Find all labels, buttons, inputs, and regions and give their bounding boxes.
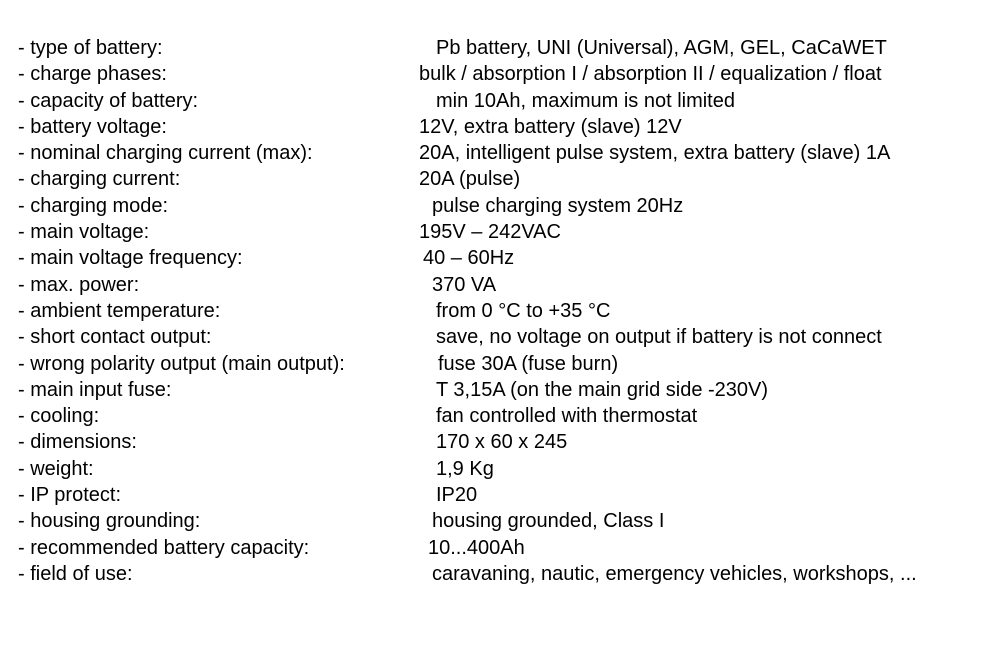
spec-label: - charging mode:	[18, 194, 169, 217]
spec-label: - type of battery:	[18, 37, 163, 59]
spec-value: pulse charging system 20Hz	[432, 194, 684, 217]
spec-list	[18, 35, 993, 587]
spec-label: - nominal charging current (max):	[18, 142, 313, 165]
spec-value: save, no voltage on output if battery is not connect	[436, 326, 882, 349]
spec-value: fan controlled with thermostat	[436, 405, 698, 428]
spec-value: min 10Ah, maximum is not limited	[436, 89, 735, 112]
spec-row-max-power	[18, 272, 993, 298]
spec-label: - weight:	[18, 457, 94, 480]
spec-label: - short contact output:	[18, 326, 212, 349]
spec-value: 370 VA	[432, 273, 497, 296]
spec-value: caravaning, nautic, emergency vehicles, workshops, ...	[432, 562, 917, 585]
spec-label: - capacity of battery:	[18, 89, 199, 112]
spec-row-main-voltage	[18, 219, 993, 245]
spec-label: - main voltage frequency:	[18, 247, 243, 270]
spec-value: fuse 30A (fuse burn)	[438, 352, 619, 375]
spec-label: - main voltage:	[18, 221, 150, 244]
spec-value: 20A (pulse)	[419, 168, 521, 191]
spec-row-dimensions	[18, 429, 993, 455]
spec-value: Pb battery, UNI (Universal), AGM, GEL, CaCaWET	[436, 37, 887, 59]
spec-label: - charge phases:	[18, 63, 167, 86]
spec-row-capacity	[18, 88, 993, 114]
spec-row-main-input-fuse	[18, 377, 993, 403]
spec-row-cooling	[18, 403, 993, 429]
spec-value: 195V – 242VAC	[419, 221, 561, 244]
spec-row-field-of-use	[18, 561, 993, 587]
spec-row-recommended-capacity	[18, 535, 993, 561]
spec-row-charge-phases	[18, 61, 993, 87]
spec-label: - battery voltage:	[18, 115, 167, 138]
spec-label: - housing grounding:	[18, 510, 201, 533]
spec-label: - ambient temperature:	[18, 299, 221, 322]
spec-label: - max. power:	[18, 273, 140, 296]
spec-row-charging-mode	[18, 193, 993, 219]
spec-value: 40 – 60Hz	[423, 247, 515, 270]
spec-label: - wrong polarity output (main output):	[18, 352, 345, 375]
spec-label: - main input fuse:	[18, 378, 172, 401]
spec-row-short-contact	[18, 324, 993, 350]
spec-row-ambient-temperature	[18, 298, 993, 324]
spec-value: 20A, intelligent pulse system, extra battery (slave) 1A	[419, 142, 891, 165]
spec-value: 10...400Ah	[428, 536, 525, 559]
spec-value: 170 x 60 x 245	[436, 431, 568, 454]
spec-value: housing grounded, Class I	[432, 510, 665, 533]
spec-value: bulk / absorption I / absorption II / equalization / float	[419, 63, 882, 86]
spec-row-housing-grounding	[18, 508, 993, 534]
spec-label: - cooling:	[18, 405, 100, 428]
spec-value: IP20	[436, 484, 478, 507]
spec-row-battery-type	[18, 35, 993, 61]
spec-label: - dimensions:	[18, 431, 137, 454]
spec-row-wrong-polarity	[18, 351, 993, 377]
spec-value: 12V, extra battery (slave) 12V	[419, 115, 682, 138]
spec-value: from 0 °C to +35 °C	[436, 299, 611, 322]
spec-label: - IP protect:	[18, 484, 122, 507]
spec-value: 1,9 Kg	[436, 457, 494, 480]
spec-label: - field of use:	[18, 562, 133, 585]
spec-value: T 3,15A (on the main grid side -230V)	[436, 378, 769, 401]
spec-label: - recommended battery capacity:	[18, 536, 310, 559]
spec-row-ip-protect	[18, 482, 993, 508]
spec-row-nominal-current	[18, 140, 993, 166]
spec-row-charging-current	[18, 166, 993, 192]
spec-row-weight	[18, 456, 993, 482]
spec-label: - charging current:	[18, 168, 181, 191]
spec-row-frequency	[18, 245, 993, 271]
spec-row-battery-voltage	[18, 114, 993, 140]
